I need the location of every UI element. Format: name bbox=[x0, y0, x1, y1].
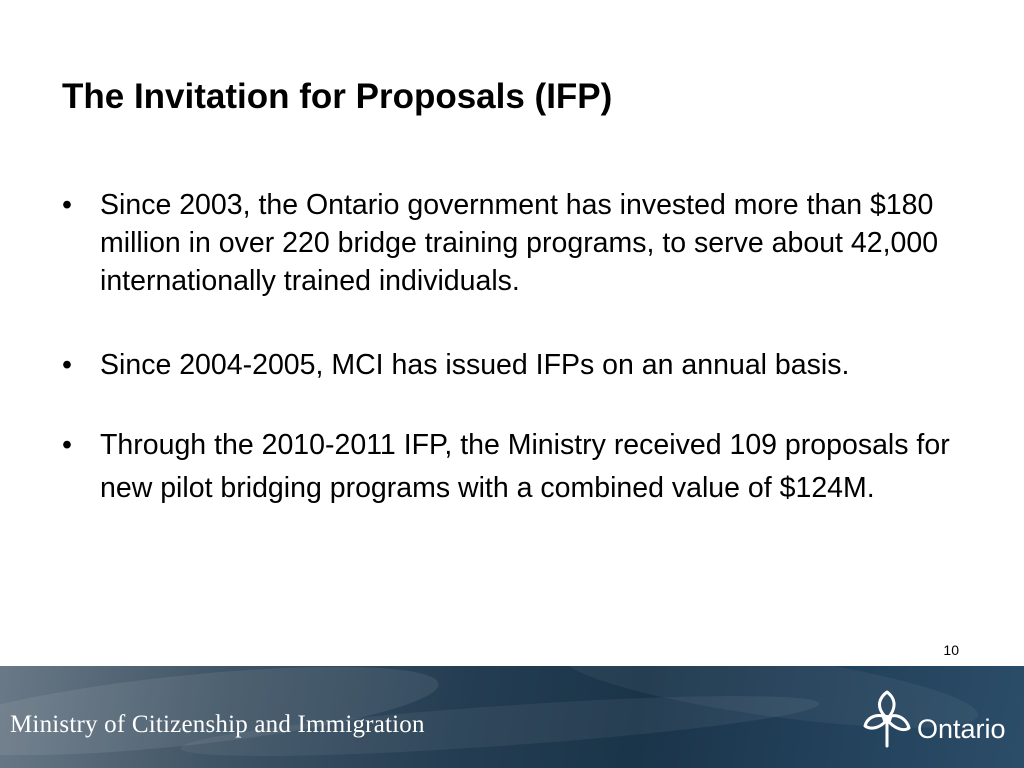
slide-title: The Invitation for Proposals (IFP) bbox=[62, 77, 613, 116]
bullet-list bbox=[62, 186, 982, 518]
trillium-icon bbox=[859, 684, 915, 750]
page-number: 10 bbox=[943, 642, 959, 658]
bullet-marker: • bbox=[62, 189, 72, 221]
ontario-logo bbox=[855, 684, 1015, 754]
ministry-name: Ministry of Citizenship and Immigration bbox=[10, 711, 425, 738]
footer-band bbox=[0, 666, 1024, 768]
bullet-item bbox=[62, 424, 982, 510]
bullet-text: Since 2003, the Ontario government has invested more than $180 million in over 220 bridge training programs, to serve about 42,000 internationally trained individuals. bbox=[100, 189, 939, 297]
bullet-text: Through the 2010-2011 IFP, the Ministry received 109 proposals for new pilot bridging programs with a combined value of $124M. bbox=[100, 429, 950, 504]
ontario-logo-text: Ontario bbox=[917, 714, 1006, 744]
bullet-marker: • bbox=[62, 349, 72, 381]
bullet-marker: • bbox=[62, 429, 72, 461]
bullet-item bbox=[62, 346, 982, 384]
bullet-item bbox=[62, 186, 982, 300]
bullet-text: Since 2004-2005, MCI has issued IFPs on an annual basis. bbox=[100, 349, 850, 381]
